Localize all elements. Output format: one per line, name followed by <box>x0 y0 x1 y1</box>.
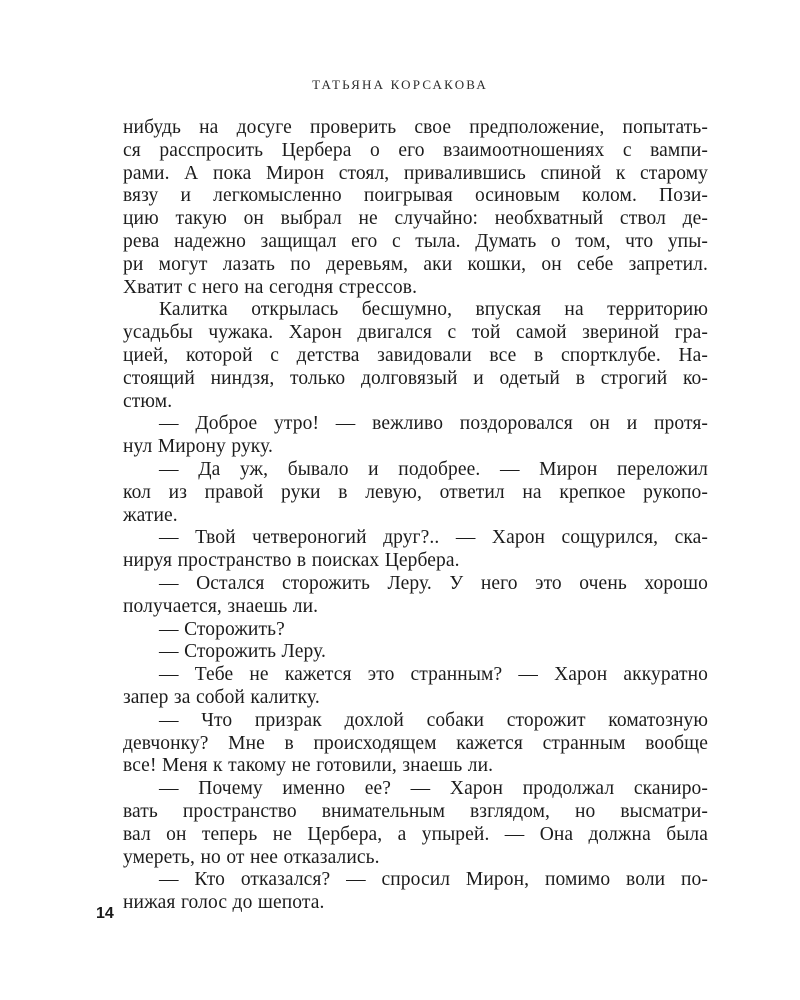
text-line: цией, которой с детства завидовали все в спортклубе. На- <box>123 344 708 366</box>
text-line: нируя пространство в поисках Цербера. <box>123 550 460 572</box>
text-line: — Сторожить? <box>159 618 285 640</box>
text-line: кол из правой руки в левую, ответил на крепкое рукопо- <box>123 481 708 503</box>
text-line: умереть, но от нее отказались. <box>123 846 380 868</box>
text-line: Калитка открылась бесшумно, впуская на территорию <box>159 299 708 321</box>
text-line: получается, знаешь ли. <box>123 595 319 617</box>
text-line: — Сторожить Леру. <box>159 641 326 663</box>
text-line: стоящий ниндзя, только долговязый и одетый в строгий ко- <box>123 367 708 389</box>
running-header: ТАТЬЯНА КОРСАКОВА <box>312 77 488 92</box>
text-line: ри могут лазать по деревьям, аки кошки, он себе запретил. <box>123 253 708 275</box>
text-line: ся расспросить Цербера о его взаимоотношениях с вампи- <box>123 139 708 161</box>
text-line: усадьбы чужака. Харон двигался с той самой звериной гра- <box>123 322 708 344</box>
text-line: — Что призрак дохлой собаки сторожит коматозную <box>159 709 708 731</box>
text-line: — Твой четвероногий друг?.. — Харон сощурился, ска- <box>159 527 708 549</box>
body-text <box>123 117 708 915</box>
text-line: — Остался сторожить Леру. У него это очень хорошо <box>159 572 708 594</box>
text-line: рева надежно защищал его с тыла. Думать о том, что упы- <box>123 230 708 252</box>
text-line: стюм. <box>123 390 173 412</box>
text-line: — Кто отказался? — спросил Мирон, помимо воли по- <box>159 869 708 891</box>
text-line: девчонку? Мне в происходящем кажется странным вообще <box>123 732 708 754</box>
text-line: — Почему именно ее? — Харон продолжал сканиро- <box>159 778 708 800</box>
text-line: вать пространство внимательным взглядом, но высматри- <box>123 800 708 822</box>
page-number: 14 <box>96 905 114 922</box>
text-line: цию такую он выбрал не случайно: необхватный ствол де- <box>123 208 708 230</box>
text-line: — Да уж, бывало и подобрее. — Мирон переложил <box>159 458 708 480</box>
text-line: — Тебе не кажется это странным? — Харон аккуратно <box>159 664 708 686</box>
text-line: жатие. <box>123 504 178 526</box>
text-line: все! Меня к такому не готовили, знаешь ли. <box>123 755 494 777</box>
text-line: рами. А пока Мирон стоял, привалившись спиной к старому <box>123 162 708 184</box>
text-line: нибудь на досуге проверить свое предположение, попытать- <box>123 117 708 138</box>
text-line: запер за собой калитку. <box>123 686 320 708</box>
text-line: нул Мирону руку. <box>123 436 273 458</box>
text-line: — Доброе утро! — вежливо поздоровался он и протя- <box>159 413 708 435</box>
text-line: вязу и легкомысленно поигрывая осиновым колом. Пози- <box>123 185 708 207</box>
text-line: вал он теперь не Цербера, а упырей. — Она должна была <box>123 823 708 845</box>
text-line: Хватит с него на сегодня стрессов. <box>123 276 418 298</box>
text-line: нижая голос до шепота. <box>123 892 325 914</box>
